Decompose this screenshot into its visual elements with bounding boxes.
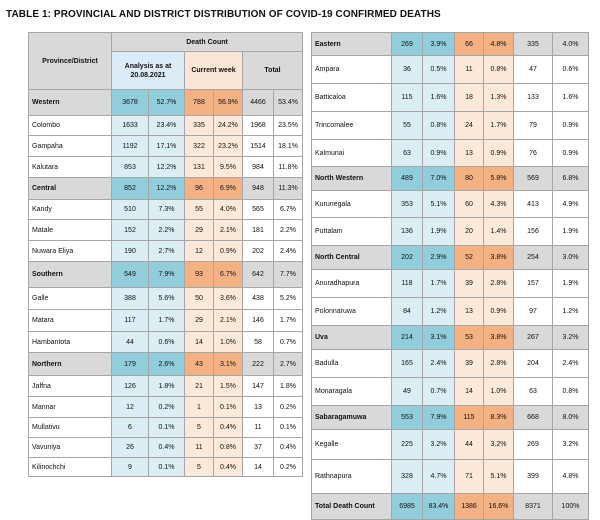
total-percent: 1.2% xyxy=(553,298,589,326)
row-label: Ampara xyxy=(312,56,392,84)
analysis-percent: 1.9% xyxy=(423,218,455,246)
week-percent: 0.9% xyxy=(484,140,514,167)
week-percent: 0.9% xyxy=(214,241,243,262)
row-label: Central xyxy=(29,178,112,200)
total-count: 63 xyxy=(514,378,553,406)
analysis-count: 853 xyxy=(112,157,149,178)
total-count: 267 xyxy=(514,326,553,350)
row-label: Gampaha xyxy=(29,136,112,157)
total-count: 4466 xyxy=(243,90,274,116)
week-percent: 5.8% xyxy=(484,167,514,191)
week-count: 1 xyxy=(185,397,214,418)
province-row xyxy=(312,406,589,430)
analysis-percent: 2.7% xyxy=(149,241,185,262)
analysis-percent: 0.1% xyxy=(149,458,185,477)
row-label: Puttalam xyxy=(312,218,392,246)
total-count: 147 xyxy=(243,376,274,397)
analysis-percent: 0.8% xyxy=(423,112,455,140)
total-percent: 100% xyxy=(553,494,589,520)
province-row xyxy=(29,353,303,376)
week-percent: 1.7% xyxy=(484,112,514,140)
analysis-percent: 0.7% xyxy=(423,378,455,406)
total-count: 146 xyxy=(243,310,274,332)
week-percent: 0.1% xyxy=(214,397,243,418)
analysis-count: 3678 xyxy=(112,90,149,116)
analysis-percent: 83.4% xyxy=(423,494,455,520)
total-count: 413 xyxy=(514,191,553,218)
district-row xyxy=(312,56,589,84)
analysis-percent: 2.4% xyxy=(423,350,455,378)
district-row xyxy=(312,378,589,406)
analysis-percent: 0.4% xyxy=(149,438,185,458)
total-percent: 2.7% xyxy=(274,353,303,376)
district-row xyxy=(312,298,589,326)
row-label: Uva xyxy=(312,326,392,350)
total-count: 254 xyxy=(514,246,553,270)
analysis-percent: 1.8% xyxy=(149,376,185,397)
total-percent: 4.8% xyxy=(553,460,589,494)
analysis-count: 225 xyxy=(392,430,423,460)
page-title: TABLE 1: PROVINCIAL AND DISTRICT DISTRIBUTION OF COVID-19 CONFIRMED DEATHS xyxy=(6,9,441,20)
week-count: 131 xyxy=(185,157,214,178)
total-count: 202 xyxy=(243,241,274,262)
analysis-percent: 2.2% xyxy=(149,220,185,241)
province-row xyxy=(29,178,303,200)
analysis-percent: 5.6% xyxy=(149,288,185,310)
row-label: Total Death Count xyxy=(312,494,392,520)
total-percent: 4.0% xyxy=(553,33,589,56)
week-percent: 1.4% xyxy=(484,218,514,246)
province-row xyxy=(312,33,589,56)
district-row xyxy=(312,270,589,298)
analysis-percent: 0.1% xyxy=(149,418,185,438)
analysis-percent: 5.1% xyxy=(423,191,455,218)
week-count: 12 xyxy=(185,241,214,262)
district-row xyxy=(29,397,303,418)
week-percent: 1.5% xyxy=(214,376,243,397)
week-percent: 4.0% xyxy=(214,200,243,220)
district-row xyxy=(29,241,303,262)
header-province-district: Province/District xyxy=(29,33,112,90)
week-percent: 5.1% xyxy=(484,460,514,494)
total-count: 569 xyxy=(514,167,553,191)
row-label: Nuwara Eliya xyxy=(29,241,112,262)
week-count: 43 xyxy=(185,353,214,376)
left-table-body xyxy=(29,90,303,477)
row-label: Polonnaruwa xyxy=(312,298,392,326)
week-percent: 4.8% xyxy=(484,33,514,56)
district-row xyxy=(29,332,303,353)
district-row xyxy=(29,220,303,241)
week-count: 335 xyxy=(185,116,214,136)
district-row xyxy=(29,458,303,477)
analysis-count: 6985 xyxy=(392,494,423,520)
analysis-count: 214 xyxy=(392,326,423,350)
week-count: 115 xyxy=(455,406,484,430)
week-percent: 2.8% xyxy=(484,270,514,298)
week-percent: 6.7% xyxy=(214,262,243,288)
total-count: 14 xyxy=(243,458,274,477)
analysis-percent: 0.2% xyxy=(149,397,185,418)
total-count: 157 xyxy=(514,270,553,298)
week-count: 11 xyxy=(455,56,484,84)
analysis-count: 44 xyxy=(112,332,149,353)
total-percent: 3.2% xyxy=(553,430,589,460)
analysis-count: 118 xyxy=(392,270,423,298)
week-count: 29 xyxy=(185,220,214,241)
week-count: 11 xyxy=(185,438,214,458)
province-row xyxy=(29,90,303,116)
week-count: 14 xyxy=(455,378,484,406)
week-percent: 56.9% xyxy=(214,90,243,116)
week-count: 29 xyxy=(185,310,214,332)
district-row xyxy=(312,191,589,218)
province-row xyxy=(312,246,589,270)
total-percent: 5.2% xyxy=(274,288,303,310)
analysis-percent: 3.9% xyxy=(423,33,455,56)
row-label: Trincomalee xyxy=(312,112,392,140)
analysis-count: 553 xyxy=(392,406,423,430)
total-percent: 7.7% xyxy=(274,262,303,288)
total-count: 156 xyxy=(514,218,553,246)
total-count: 642 xyxy=(243,262,274,288)
total-count: 984 xyxy=(243,157,274,178)
district-row xyxy=(29,288,303,310)
week-percent: 1.0% xyxy=(484,378,514,406)
week-percent: 0.8% xyxy=(484,56,514,84)
week-count: 788 xyxy=(185,90,214,116)
week-percent: 6.9% xyxy=(214,178,243,200)
row-label: Anuradhapura xyxy=(312,270,392,298)
total-percent: 11.8% xyxy=(274,157,303,178)
row-label: Kurunegala xyxy=(312,191,392,218)
district-row xyxy=(312,218,589,246)
province-row xyxy=(312,167,589,191)
week-count: 66 xyxy=(455,33,484,56)
district-row xyxy=(29,136,303,157)
row-label: North Western xyxy=(312,167,392,191)
week-count: 52 xyxy=(455,246,484,270)
total-count: 1968 xyxy=(243,116,274,136)
row-label: North Central xyxy=(312,246,392,270)
total-count: 47 xyxy=(514,56,553,84)
week-percent: 24.2% xyxy=(214,116,243,136)
week-percent: 9.5% xyxy=(214,157,243,178)
total-count: 668 xyxy=(514,406,553,430)
analysis-count: 269 xyxy=(392,33,423,56)
row-label: Southern xyxy=(29,262,112,288)
total-percent: 0.2% xyxy=(274,458,303,477)
row-label: Monaragala xyxy=(312,378,392,406)
total-percent: 0.4% xyxy=(274,438,303,458)
header-total: Total xyxy=(243,52,303,90)
total-count: 37 xyxy=(243,438,274,458)
row-label: Sabaragamuwa xyxy=(312,406,392,430)
week-percent: 3.8% xyxy=(484,246,514,270)
header-death-count: Death Count xyxy=(112,33,303,52)
week-count: 55 xyxy=(185,200,214,220)
row-label: Badulla xyxy=(312,350,392,378)
analysis-count: 510 xyxy=(112,200,149,220)
row-label: Matara xyxy=(29,310,112,332)
week-count: 5 xyxy=(185,458,214,477)
row-label: Kalmunai xyxy=(312,140,392,167)
week-percent: 3.6% xyxy=(214,288,243,310)
total-percent: 1.8% xyxy=(274,376,303,397)
analysis-percent: 2.6% xyxy=(149,353,185,376)
analysis-count: 190 xyxy=(112,241,149,262)
analysis-percent: 52.7% xyxy=(149,90,185,116)
total-count: 181 xyxy=(243,220,274,241)
total-count: 58 xyxy=(243,332,274,353)
week-percent: 0.9% xyxy=(484,298,514,326)
analysis-count: 6 xyxy=(112,418,149,438)
analysis-count: 1633 xyxy=(112,116,149,136)
province-row xyxy=(312,326,589,350)
total-percent: 1.9% xyxy=(553,218,589,246)
analysis-count: 9 xyxy=(112,458,149,477)
row-label: Batticaloa xyxy=(312,84,392,112)
right-table xyxy=(311,32,589,520)
district-row xyxy=(29,116,303,136)
week-count: 71 xyxy=(455,460,484,494)
district-row xyxy=(312,112,589,140)
total-count: 565 xyxy=(243,200,274,220)
district-row xyxy=(29,200,303,220)
week-percent: 3.1% xyxy=(214,353,243,376)
week-percent: 8.3% xyxy=(484,406,514,430)
analysis-count: 202 xyxy=(392,246,423,270)
week-count: 21 xyxy=(185,376,214,397)
left-table xyxy=(28,32,303,477)
district-row xyxy=(29,157,303,178)
week-count: 5 xyxy=(185,418,214,438)
row-label: Jaffna xyxy=(29,376,112,397)
total-percent: 0.2% xyxy=(274,397,303,418)
total-percent: 8.0% xyxy=(553,406,589,430)
total-percent: 6.8% xyxy=(553,167,589,191)
week-count: 13 xyxy=(455,140,484,167)
total-percent: 53.4% xyxy=(274,90,303,116)
row-label: Kegalle xyxy=(312,430,392,460)
total-count: 948 xyxy=(243,178,274,200)
row-label: Mannar xyxy=(29,397,112,418)
week-count: 322 xyxy=(185,136,214,157)
week-count: 80 xyxy=(455,167,484,191)
total-percent: 11.3% xyxy=(274,178,303,200)
analysis-percent: 1.2% xyxy=(423,298,455,326)
week-percent: 0.8% xyxy=(214,438,243,458)
total-count: 438 xyxy=(243,288,274,310)
week-count: 96 xyxy=(185,178,214,200)
row-label: Kandy xyxy=(29,200,112,220)
week-count: 20 xyxy=(455,218,484,246)
total-row xyxy=(312,494,589,520)
analysis-percent: 23.4% xyxy=(149,116,185,136)
total-percent: 2.2% xyxy=(274,220,303,241)
analysis-count: 12 xyxy=(112,397,149,418)
analysis-count: 179 xyxy=(112,353,149,376)
total-percent: 3.0% xyxy=(553,246,589,270)
week-count: 13 xyxy=(455,298,484,326)
total-percent: 1.6% xyxy=(553,84,589,112)
total-percent: 2.4% xyxy=(553,350,589,378)
analysis-count: 852 xyxy=(112,178,149,200)
district-row xyxy=(312,84,589,112)
analysis-count: 152 xyxy=(112,220,149,241)
row-label: Eastern xyxy=(312,33,392,56)
analysis-percent: 7.9% xyxy=(149,262,185,288)
analysis-percent: 1.6% xyxy=(423,84,455,112)
week-percent: 1.0% xyxy=(214,332,243,353)
total-percent: 0.6% xyxy=(553,56,589,84)
analysis-percent: 3.2% xyxy=(423,430,455,460)
total-percent: 3.2% xyxy=(553,326,589,350)
analysis-count: 1192 xyxy=(112,136,149,157)
total-percent: 0.1% xyxy=(274,418,303,438)
district-row xyxy=(312,350,589,378)
district-row xyxy=(312,460,589,494)
right-table-body xyxy=(312,33,589,520)
header-analysis: Analysis as at 20.08.2021 xyxy=(112,52,185,90)
district-row xyxy=(312,430,589,460)
analysis-count: 136 xyxy=(392,218,423,246)
analysis-percent: 1.7% xyxy=(423,270,455,298)
total-percent: 1.7% xyxy=(274,310,303,332)
total-count: 13 xyxy=(243,397,274,418)
analysis-percent: 17.1% xyxy=(149,136,185,157)
analysis-count: 126 xyxy=(112,376,149,397)
total-percent: 1.9% xyxy=(553,270,589,298)
analysis-count: 489 xyxy=(392,167,423,191)
row-label: Kalutara xyxy=(29,157,112,178)
total-percent: 0.8% xyxy=(553,378,589,406)
week-count: 93 xyxy=(185,262,214,288)
district-row xyxy=(312,140,589,167)
row-label: Northern xyxy=(29,353,112,376)
district-row xyxy=(29,310,303,332)
analysis-percent: 0.5% xyxy=(423,56,455,84)
row-label: Colombo xyxy=(29,116,112,136)
week-percent: 3.2% xyxy=(484,430,514,460)
district-row xyxy=(29,418,303,438)
row-label: Kilinochchi xyxy=(29,458,112,477)
total-percent: 4.9% xyxy=(553,191,589,218)
analysis-percent: 12.2% xyxy=(149,178,185,200)
analysis-percent: 7.3% xyxy=(149,200,185,220)
analysis-count: 328 xyxy=(392,460,423,494)
week-count: 44 xyxy=(455,430,484,460)
analysis-percent: 0.6% xyxy=(149,332,185,353)
week-count: 39 xyxy=(455,350,484,378)
total-percent: 6.7% xyxy=(274,200,303,220)
total-count: 97 xyxy=(514,298,553,326)
week-percent: 2.8% xyxy=(484,350,514,378)
week-percent: 16.6% xyxy=(484,494,514,520)
week-count: 50 xyxy=(185,288,214,310)
row-label: Galle xyxy=(29,288,112,310)
total-percent: 0.7% xyxy=(274,332,303,353)
total-percent: 18.1% xyxy=(274,136,303,157)
week-count: 14 xyxy=(185,332,214,353)
province-row xyxy=(29,262,303,288)
analysis-count: 117 xyxy=(112,310,149,332)
total-count: 8371 xyxy=(514,494,553,520)
row-label: Western xyxy=(29,90,112,116)
analysis-percent: 2.9% xyxy=(423,246,455,270)
total-percent: 23.5% xyxy=(274,116,303,136)
analysis-percent: 7.9% xyxy=(423,406,455,430)
analysis-percent: 0.9% xyxy=(423,140,455,167)
week-percent: 2.1% xyxy=(214,220,243,241)
week-count: 1386 xyxy=(455,494,484,520)
row-label: Vavuniya xyxy=(29,438,112,458)
week-count: 53 xyxy=(455,326,484,350)
analysis-count: 63 xyxy=(392,140,423,167)
district-row xyxy=(29,438,303,458)
week-percent: 3.8% xyxy=(484,326,514,350)
week-count: 60 xyxy=(455,191,484,218)
analysis-count: 353 xyxy=(392,191,423,218)
analysis-percent: 7.0% xyxy=(423,167,455,191)
week-percent: 4.3% xyxy=(484,191,514,218)
total-count: 204 xyxy=(514,350,553,378)
total-count: 79 xyxy=(514,112,553,140)
analysis-count: 55 xyxy=(392,112,423,140)
analysis-count: 84 xyxy=(392,298,423,326)
row-label: Mullativu xyxy=(29,418,112,438)
row-label: Matale xyxy=(29,220,112,241)
week-count: 39 xyxy=(455,270,484,298)
week-percent: 2.1% xyxy=(214,310,243,332)
total-percent: 0.9% xyxy=(553,140,589,167)
analysis-percent: 12.2% xyxy=(149,157,185,178)
week-percent: 0.4% xyxy=(214,418,243,438)
week-percent: 23.2% xyxy=(214,136,243,157)
analysis-count: 115 xyxy=(392,84,423,112)
week-percent: 0.4% xyxy=(214,458,243,477)
total-count: 76 xyxy=(514,140,553,167)
total-count: 11 xyxy=(243,418,274,438)
district-row xyxy=(29,376,303,397)
total-count: 335 xyxy=(514,33,553,56)
total-percent: 0.9% xyxy=(553,112,589,140)
week-count: 18 xyxy=(455,84,484,112)
total-count: 269 xyxy=(514,430,553,460)
week-percent: 1.3% xyxy=(484,84,514,112)
total-count: 133 xyxy=(514,84,553,112)
total-count: 399 xyxy=(514,460,553,494)
total-percent: 2.4% xyxy=(274,241,303,262)
analysis-count: 49 xyxy=(392,378,423,406)
total-count: 1514 xyxy=(243,136,274,157)
analysis-percent: 1.7% xyxy=(149,310,185,332)
analysis-count: 36 xyxy=(392,56,423,84)
row-label: Rathnapura xyxy=(312,460,392,494)
analysis-percent: 4.7% xyxy=(423,460,455,494)
header-current-week: Current week xyxy=(185,52,243,90)
analysis-count: 549 xyxy=(112,262,149,288)
analysis-count: 388 xyxy=(112,288,149,310)
week-count: 24 xyxy=(455,112,484,140)
analysis-count: 165 xyxy=(392,350,423,378)
row-label: Hambantota xyxy=(29,332,112,353)
analysis-percent: 3.1% xyxy=(423,326,455,350)
total-count: 222 xyxy=(243,353,274,376)
analysis-count: 26 xyxy=(112,438,149,458)
